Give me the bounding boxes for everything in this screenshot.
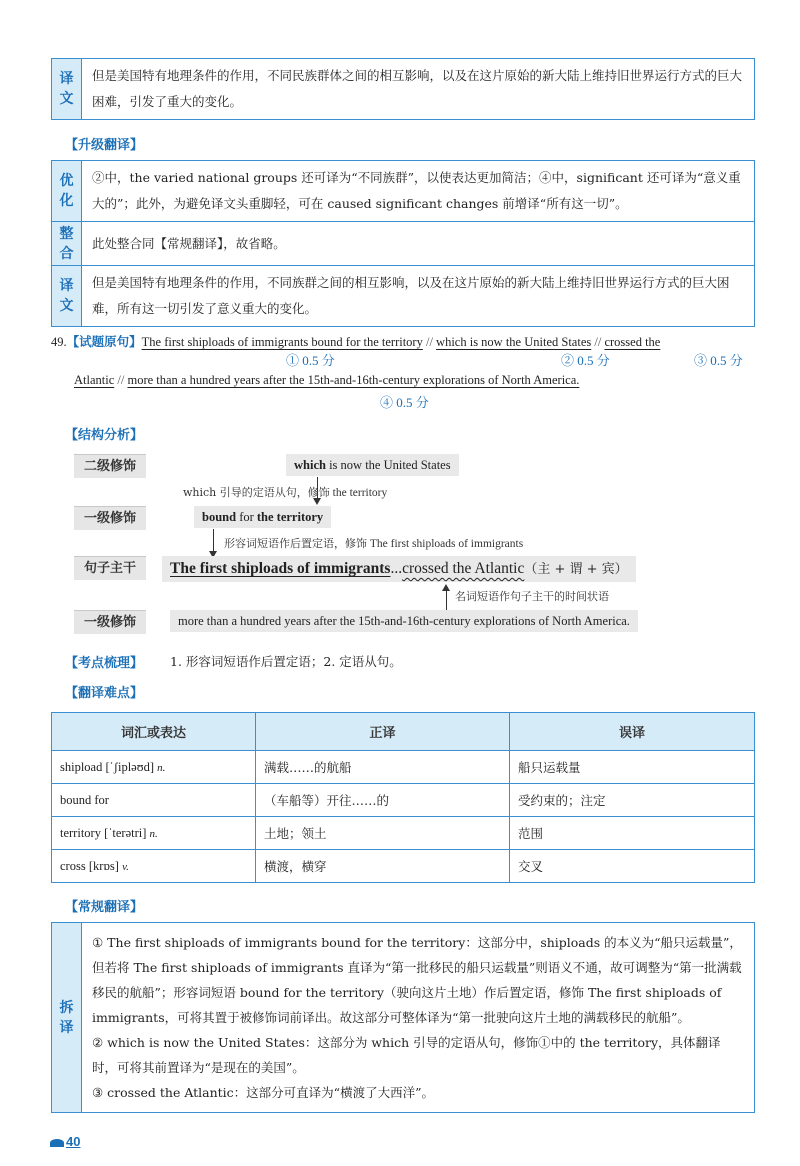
word-cell: territory [ˈterətri] n.: [52, 817, 256, 850]
table-row: [52, 850, 755, 883]
regular-title: 【常规翻译】: [65, 900, 144, 915]
structure-label-main: 句子主干: [74, 556, 146, 580]
question-seg-3a: crossed the: [604, 335, 661, 349]
wrong-cell: 船只运载量: [510, 751, 755, 784]
page-number: 40: [50, 1134, 80, 1149]
note-time-adverbial: 名词短语作句子主干的时间状语: [455, 590, 609, 603]
top-translation-table: [51, 58, 755, 120]
main-note: （主 + 谓 + 宾）: [524, 562, 628, 577]
bound-for-box: bound for the territory: [194, 506, 331, 528]
optimize-label: 优化: [52, 161, 82, 222]
structure-label-secondary: 二级修饰: [74, 454, 146, 478]
upgrade-row-integrate: [52, 222, 755, 266]
split-paragraph-2: ② which is now the United States：这部分为 which 引导的定语从句，修饰①中的 the territory，具体翻译时，可将其前置译为“是现在的美国”。: [92, 1035, 721, 1075]
table-row: [52, 784, 755, 817]
question-line-2: [74, 373, 579, 388]
structure-label-primary-2: 一级修饰: [74, 610, 146, 634]
word-cell: bound for: [52, 784, 256, 817]
connector-line-3: [446, 590, 447, 610]
difficulty-header-row: [52, 713, 755, 751]
question-seg-1: The first shiploads of immigrants bound for the territory: [141, 335, 423, 349]
upgrade-row-optimize: [52, 161, 755, 222]
integrate-label: 整合: [52, 222, 82, 266]
score-3: ③ 0.5 分: [694, 353, 743, 368]
points-text: 1. 形容词短语作后置定语；2. 定语从句。: [170, 654, 402, 669]
question-line-1: [51, 332, 660, 350]
note-bound-for: 形容词短语作后置定语，修饰 The first shiploads of immigrants: [224, 537, 524, 550]
connector-line-2: [213, 529, 214, 553]
score-2: ② 0.5 分: [561, 353, 610, 368]
upgrade-table: [51, 160, 755, 327]
split-paragraph-3: ③ crossed the Atlantic：这部分可直译为“横渡了大西洋”。: [92, 1085, 434, 1100]
correct-cell: 满载……的航船: [256, 751, 510, 784]
graduation-cap-icon: [50, 1139, 64, 1147]
header-word: 词汇或表达: [52, 713, 256, 751]
table-row: [52, 817, 755, 850]
main-subject: The first shiploads of immigrants: [170, 560, 391, 577]
structure-title: 【结构分析】: [65, 428, 144, 443]
which-word: which: [294, 458, 326, 472]
question-seg-2: which is now the United States: [436, 335, 592, 349]
final-translation-label: 译文: [52, 266, 82, 327]
upgrade-title: 【升级翻译】: [65, 138, 144, 153]
regular-translation-table: [51, 922, 755, 1113]
split-translation-content: [82, 923, 755, 1113]
note-which-clause: which 引导的定语从句，修饰 the territory: [183, 486, 388, 499]
table-row: [52, 751, 755, 784]
question-seg-4: more than a hundred years after the 15th-and-16th-century explorations of North America.: [127, 373, 580, 387]
header-wrong: 误译: [510, 713, 755, 751]
wrong-cell: 受约束的；注定: [510, 784, 755, 817]
integrate-text: 此处整合同【常规翻译】，故省略。: [82, 222, 755, 266]
structure-label-primary-1: 一级修饰: [74, 506, 146, 530]
question-seg-3b: Atlantic: [74, 373, 115, 387]
translation-label: 译文: [52, 59, 82, 120]
main-clause-box: [162, 556, 636, 582]
final-translation-text: 但是美国特有地理条件的作用，不同族群之间的相互影响，以及在这片原始的新大陆上维持旧世界运行方式的巨大困难，所有这一切引发了意义重大的变化。: [82, 266, 755, 327]
question-number: 49.: [51, 335, 67, 349]
word-cell: cross [krɒs] v.: [52, 850, 256, 883]
main-dots: ...: [390, 560, 403, 577]
separator-2: //: [594, 335, 602, 349]
separator-1: //: [425, 335, 433, 349]
correct-cell: 横渡，横穿: [256, 850, 510, 883]
score-4: ④ 0.5 分: [380, 395, 429, 410]
translation-text: 但是美国特有地理条件的作用，不同民族群体之间的相互影响，以及在这片原始的新大陆上维持旧世界运行方式的巨大困难，引发了重大的变化。: [82, 59, 755, 120]
split-paragraph-1: ① The first shiploads of immigrants bound for the territory：这部分中，shiploads 的本义为“船只运载量”，但若将 The first shiploads of immigrants 直译为“第一批移民的船只运载量”则语义不通，故可调整为“第一批满载移民的航船”；形容词短语 bound for the territory（驶向这片土地）作后置定语，修饰 The first shiploads of immigrants，可将其置于被修饰词前译出。故这部分可整体译为“第一批驶向这片土地的满载移民的航船”。: [92, 935, 742, 1025]
correct-cell: 土地；领土: [256, 817, 510, 850]
word-cell: shipload [ˈʃipləʊd] n.: [52, 751, 256, 784]
which-clause-box: [286, 454, 459, 476]
score-1: ① 0.5 分: [286, 353, 335, 368]
time-adverbial-box: more than a hundred years after the 15th-and-16th-century explorations of North America.: [170, 610, 638, 632]
difficulty-table: [51, 712, 755, 883]
which-clause-rest: is now the United States: [325, 458, 451, 472]
wrong-cell: 范围: [510, 817, 755, 850]
split-translation-label: 拆译: [52, 923, 82, 1113]
main-verb: crossed the Atlantic: [402, 560, 525, 577]
separator-3: //: [117, 373, 125, 387]
header-correct: 正译: [256, 713, 510, 751]
correct-cell: （车船等）开往……的: [256, 784, 510, 817]
points-title: 【考点梳理】: [65, 656, 144, 671]
wrong-cell: 交叉: [510, 850, 755, 883]
difficulty-title: 【翻译难点】: [65, 686, 144, 701]
question-tag: 【试题原句】: [66, 334, 142, 349]
upgrade-row-translation: [52, 266, 755, 327]
optimize-text: ②中，the varied national groups 还可译为“不同族群”，以使表达更加简洁；④中，significant 还可译为“意义重大的”；此外，为避免译文头重脚轻，可在 caused significant changes 前增译“所有这一切”。: [82, 161, 755, 222]
